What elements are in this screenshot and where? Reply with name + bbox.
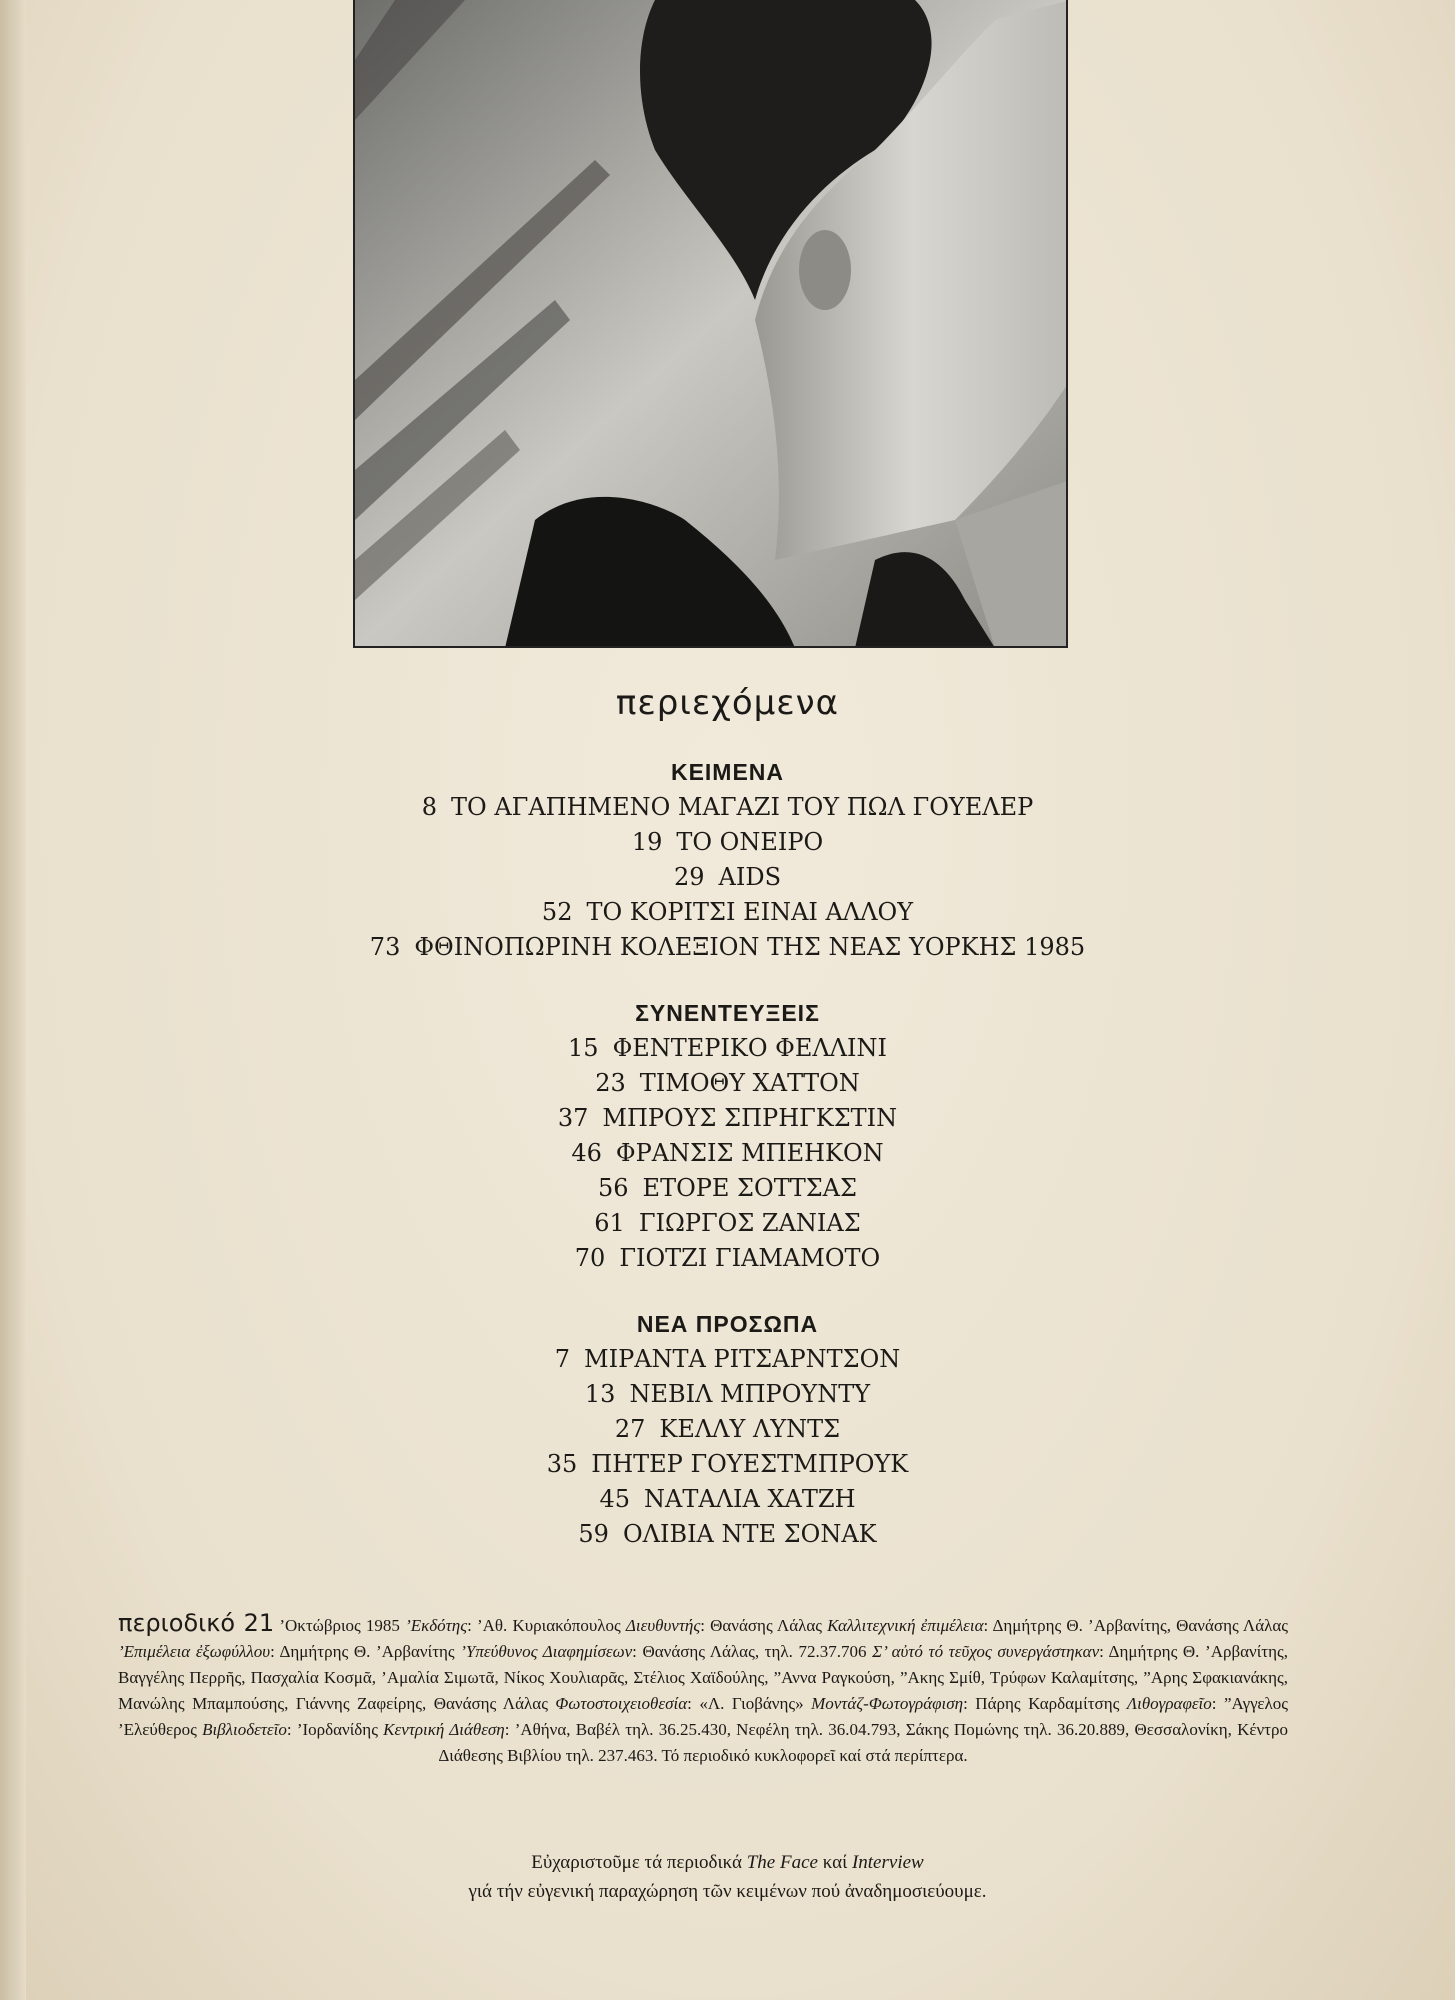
acknowledgement-line-1: Εὐχαριστοῦμε τά περιοδικά The Face καί Interview xyxy=(531,1852,924,1873)
colophon-role: Βιβλιοδετεῖο xyxy=(202,1720,287,1739)
table-of-contents xyxy=(0,754,1455,1582)
toc-entry xyxy=(0,895,1455,930)
colophon-text: : Δημήτρης Θ. ’Αρβανίτης xyxy=(270,1642,461,1661)
colophon-text: : ’Αθ. Κυριακόπουλος xyxy=(467,1616,626,1635)
toc-entry xyxy=(0,930,1455,965)
entry-title: ΕΤΟΡΕ ΣΟΤΤΣΑΣ xyxy=(642,1174,857,1202)
entry-page-number: 23 xyxy=(595,1069,626,1097)
toc-section xyxy=(0,995,1455,1276)
entry-title: ΟΛΙΒΙΑ ΝΤΕ ΣΟΝΑΚ xyxy=(622,1520,877,1548)
toc-entry xyxy=(0,1342,1455,1377)
entry-title: ΓΙΩΡΓΟΣ ΖΑΝΙΑΣ xyxy=(638,1209,861,1237)
entry-title: ΤΙΜΟΘΥ ΧΑΤΤΟΝ xyxy=(639,1069,860,1097)
entry-page-number: 56 xyxy=(598,1174,629,1202)
acknowledgement-line-2: γιά τήν εὐγενική παραχώρηση τῶν κειμένων πού ἀναδημοσιεύουμε. xyxy=(468,1881,987,1902)
entry-page-number: 70 xyxy=(574,1244,606,1272)
colophon-text: : Θανάσης Λάλας, τηλ. 72.37.706 xyxy=(632,1642,873,1661)
entry-page-number: 7 xyxy=(554,1345,571,1373)
entry-title: ΜΙΡΑΝΤΑ ΡΙΤΣΑΡΝΤΣΟΝ xyxy=(584,1345,901,1373)
section-heading: ΝΕΑ ΠΡΟΣΩΠΑ xyxy=(636,1311,819,1337)
toc-entry xyxy=(0,790,1455,825)
entry-title: ΦΘΙΝΟΠΩΡΙΝΗ ΚΟΛΕΞΙΟΝ ΤΗΣ ΝΕΑΣ ΥΟΡΚΗΣ 1985 xyxy=(414,933,1086,961)
section-heading: ΣΥΝΕΝΤΕΥΞΕΙΣ xyxy=(635,1000,820,1026)
toc-entry xyxy=(0,1377,1455,1412)
toc-section xyxy=(0,1306,1455,1552)
entry-title: ΓΙΟΤΖΙ ΓΙΑΜΑΜΟΤΟ xyxy=(619,1244,881,1272)
toc-entry xyxy=(0,1136,1455,1171)
toc-entry xyxy=(0,1101,1455,1136)
entry-page-number: 8 xyxy=(421,793,438,821)
colophon-text: : Δημήτρης Θ. ’Αρβανίτης, Θανάσης Λάλας xyxy=(983,1616,1289,1635)
toc-entry xyxy=(0,1066,1455,1101)
colophon-text: : Θανάσης Λάλας xyxy=(700,1616,828,1635)
colophon-role: ’Επιμέλεια ἐξωφύλλου xyxy=(118,1642,271,1661)
toc-entry xyxy=(0,1031,1455,1066)
cover-photo xyxy=(353,0,1068,648)
photo-illustration xyxy=(355,0,1068,648)
toc-entry xyxy=(0,1171,1455,1206)
colophon-text: : ’Αθήνα, Βαβέλ τηλ. 36.25.430, Νεφέλη τηλ. 36.04.793, Σάκης Πομώνης τηλ. 36.20.889, Θεσσαλονίκη, Κέντρο Διάθεσης Βιβλίου τηλ. 237.463. Τό περιοδικό κυκλοφορεῖ καί στά περίπτερα. xyxy=(438,1720,1288,1765)
entry-page-number: 37 xyxy=(557,1104,589,1132)
the-face-title: The Face xyxy=(746,1852,818,1873)
entry-page-number: 27 xyxy=(614,1415,646,1443)
entry-title: ΤΟ ΟΝΕΙΡΟ xyxy=(676,828,824,856)
colophon-text: : ”Αγγελος ’Ελεύθερος xyxy=(118,1694,1288,1739)
entry-page-number: 35 xyxy=(546,1450,578,1478)
colophon-role: ’Υπεύθυνος Διαφημίσεων xyxy=(460,1642,633,1661)
colophon-text: ’Οκτώβριος 1985 xyxy=(279,1616,406,1635)
colophon-role: Μοντάζ-Φωτογράφιση xyxy=(811,1694,964,1713)
entry-title: ΠΗΤΕΡ ΓΟΥΕΣΤΜΠΡΟΥΚ xyxy=(591,1450,909,1478)
toc-entry xyxy=(0,1482,1455,1517)
toc-section xyxy=(0,754,1455,965)
colophon-text: : ’Ιορδανίδης xyxy=(286,1720,384,1739)
entry-title: ΝΕΒΙΛ ΜΠΡΟΥΝΤΥ xyxy=(629,1380,871,1408)
colophon-role: Φωτοστοιχειοθεσία xyxy=(555,1694,688,1713)
interview-title: Interview xyxy=(851,1852,924,1873)
entry-title: AIDS xyxy=(718,863,782,891)
colophon-role: Λιθογραφεῖο xyxy=(1126,1694,1212,1713)
colophon xyxy=(118,1610,1288,1769)
colophon-role: Διευθυντής xyxy=(625,1616,701,1635)
toc-entry xyxy=(0,1517,1455,1552)
entry-title: ΝΑΤΑΛΙΑ ΧΑΤΖΗ xyxy=(644,1485,856,1513)
entry-page-number: 29 xyxy=(673,863,705,891)
entry-page-number: 52 xyxy=(541,898,573,926)
entry-title: ΦΕΝΤΕΡΙΚΟ ΦΕΛΛΙΝΙ xyxy=(612,1034,887,1062)
entry-title: ΚΕΛΛΥ ΛΥΝΤΣ xyxy=(659,1415,841,1443)
entry-page-number: 59 xyxy=(578,1520,609,1548)
entry-page-number: 45 xyxy=(599,1485,631,1513)
colophon-text: : Πάρης Καρδαμίτσης xyxy=(963,1694,1127,1713)
colophon-role: ’Εκδότης xyxy=(405,1616,468,1635)
colophon-role: Σ’ αὐτό τό τεῦχος συνεργάστηκαν xyxy=(872,1642,1100,1661)
entry-title: ΤΟ ΑΓΑΠΗΜΕΝΟ ΜΑΓΑΖΙ ΤΟΥ ΠΩΛ ΓΟΥΕΛΕΡ xyxy=(451,793,1034,821)
acknowledgement xyxy=(0,1848,1455,1906)
colophon-text: : Δημήτρης Θ. ’Αρβανίτης, Βαγγέλης Περρῆς, Πασχαλία Κοσμᾶ, ’Αμαλία Σιμωτᾶ, Νίκος Χουλιαρᾶς, Στέλιος Χαϊδούλης, ”Αννα Ραγκούση, ”Ακης Σμίθ, Τρύφων Καλαμίτσης, ”Αρης Σφακιανάκης, Μανώλης Μπαμπούσης, Γιάννης Ζαφείρης, Θανάσης Λάλας xyxy=(118,1642,1288,1713)
magazine-issue: περιοδικό 21 xyxy=(118,1609,275,1637)
colophon-text: : «Λ. Γιοβάνης» xyxy=(687,1694,812,1713)
colophon-role: Κεντρική Διάθεση xyxy=(383,1720,505,1739)
entry-title: ΤΟ ΚΟΡΙΤΣΙ ΕΙΝΑΙ ΑΛΛΟΥ xyxy=(586,898,914,926)
toc-entry xyxy=(0,860,1455,895)
entry-page-number: 13 xyxy=(584,1380,616,1408)
toc-entry xyxy=(0,825,1455,860)
entry-page-number: 61 xyxy=(594,1209,625,1237)
colophon-role: Καλλιτεχνική ἐπιμέλεια xyxy=(827,1616,984,1635)
entry-page-number: 73 xyxy=(369,933,401,961)
entry-page-number: 46 xyxy=(571,1139,602,1167)
toc-title: περιεχόμενα xyxy=(615,683,840,723)
section-heading: ΚΕΙΜΕΝΑ xyxy=(670,759,785,785)
entry-title: ΦΡΑΝΣΙΣ ΜΠΕΗΚΟΝ xyxy=(615,1139,884,1167)
toc-entry xyxy=(0,1447,1455,1482)
toc-entry xyxy=(0,1241,1455,1276)
entry-title: ΜΠΡΟΥΣ ΣΠΡΗΓΚΣΤΙΝ xyxy=(602,1104,898,1132)
entry-page-number: 15 xyxy=(568,1034,599,1062)
entry-page-number: 19 xyxy=(631,828,663,856)
toc-entry xyxy=(0,1206,1455,1241)
toc-entry xyxy=(0,1412,1455,1447)
